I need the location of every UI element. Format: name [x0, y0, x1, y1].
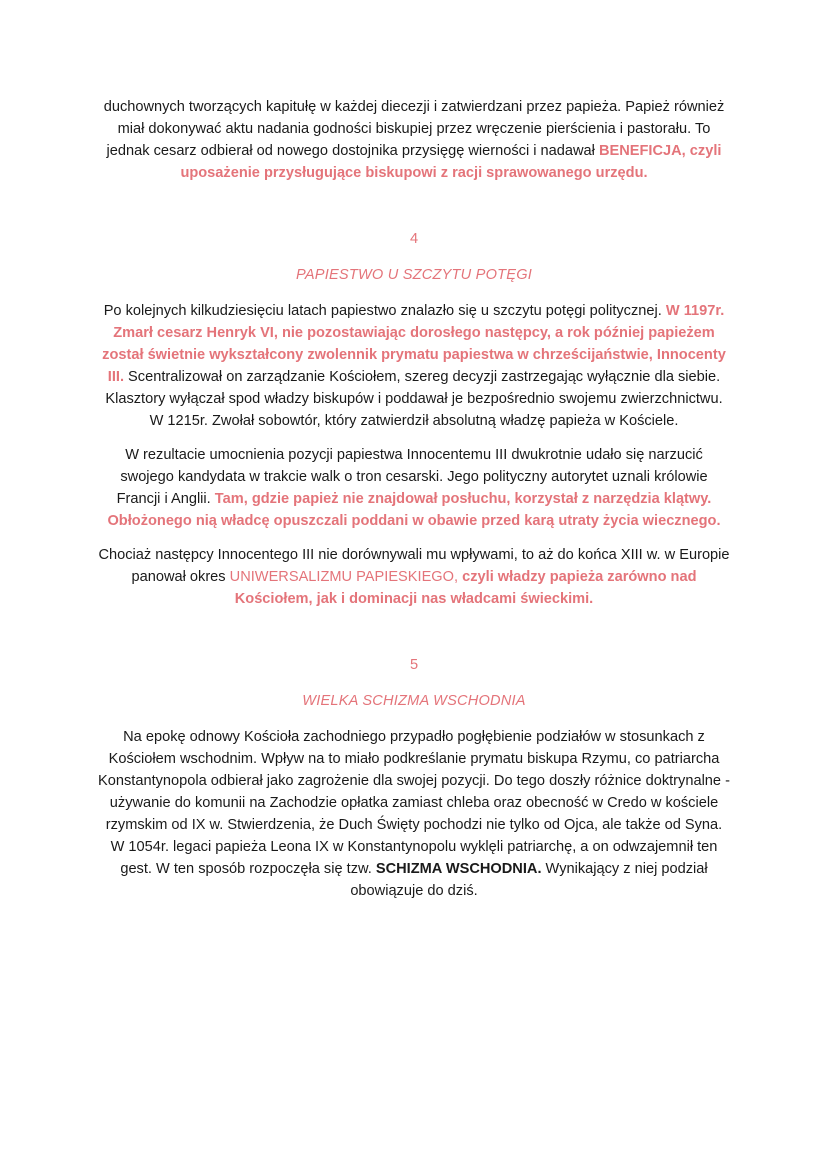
section-5-number: 5	[409, 657, 419, 673]
s4p3-highlight: czyli władzy papieża zarówno nad Kościołem, jak i dominacji nas władcami świeckimi.	[234, 569, 697, 607]
section-4-paragraph-1	[98, 300, 730, 432]
s4p1-highlight: W 1197r. Zmarł cesarz Henryk VI, nie pozostawiając dorosłego następcy, a rok później papieżem został świetnie wykształcony zwolennik prymatu papiestwa w chrześcijaństwie, Innocenty III.	[102, 303, 726, 385]
s5p1-text: Na epokę odnowy Kościoła zachodniego przypadło pogłębienie podziałów w stosunkach z Kościołem wschodnim. Wpływ na to miało podkreślanie prymatu biskupa Rzymu, co patriarcha Konstantynopola odbierał jako zagrożenie dla swojej pozycji. Do tego doszły różnice doktrynalne - używanie do komunii na Zachodzie opłatka zamiast chleba oraz obecność w Credo w kościele rzymskim od IX w. Stwierdzenia, że Duch Święty pochodzi nie tylko od Ojca, ale także od Syna. W 1054r. legaci papieża Leona IX w Konstantynopolu wyklęli patriarchę, a on odwzajemnił ten gest. W ten sposób rozpoczęła się tzw.	[98, 729, 730, 877]
section-4-paragraph-2	[98, 444, 730, 532]
s5p1-text-end: Wynikający z niej podział obowiązuje do dziś.	[350, 861, 708, 899]
intro-paragraph	[98, 96, 730, 184]
s4p3-text: Chociaż następcy Innocentego III nie dorównywali mu wpływami, to aż do końca XIII w. w Europie panował okres	[98, 547, 730, 585]
s5p1-term: SCHIZMA WSCHODNIA.	[375, 861, 542, 877]
section-4-paragraph-3	[98, 544, 730, 610]
intro-text: duchownych tworzących kapitułę w każdej diecezji i zatwierdzani przez papieża. Papież również miał dokonywać aktu nadania godności biskupiej przez wręczenie pierścienia i pastorału. To jednak cesarz odbierał od nowego dostojnika przysięgę wierności i nadawał	[103, 99, 725, 159]
section-5-title: WIELKA SCHIZMA WSCHODNIA	[302, 693, 526, 709]
s4p3-term: UNIWERSALIZMU PAPIESKIEGO,	[229, 569, 459, 585]
s4p1-text-end: Scentralizował on zarządzanie Kościołem, szereg decyzji zastrzegając wyłącznie dla siebie. Klasztory wyłączał spod władzy biskupów i poddawał je bezpośrednio swojemu zwierzchnictwu. W 1215r. Zwołał sobowtór, który zatwierdził absolutną władzę papieża w Kościele.	[105, 369, 723, 429]
s4p2-text: W rezultacie umocnienia pozycji papiestwa Innocentemu III dwukrotnie udało się narzucić swojego kandydata w trakcie walk o tron cesarski. Jego polityczny autorytet uznali królowie Francji i Anglii.	[116, 447, 708, 507]
s4p1-text: Po kolejnych kilkudziesięciu latach papiestwo znalazło się u szczytu potęgi politycznej.	[103, 303, 666, 319]
section-5-paragraph-1	[98, 726, 730, 902]
section-4-number: 4	[409, 231, 419, 247]
intro-highlight: BENEFICJA, czyli uposażenie przysługujące biskupowi z racji sprawowanego urzędu.	[180, 143, 722, 181]
s4p2-highlight: Tam, gdzie papież nie znajdował posłuchu, korzystał z narzędzia klątwy. Obłożonego nią władcę opuszczali poddani w obawie przed karą utraty życia wiecznego.	[107, 491, 721, 529]
section-4-title: PAPIESTWO U SZCZYTU POTĘGI	[295, 267, 532, 283]
document-page	[98, 96, 730, 902]
